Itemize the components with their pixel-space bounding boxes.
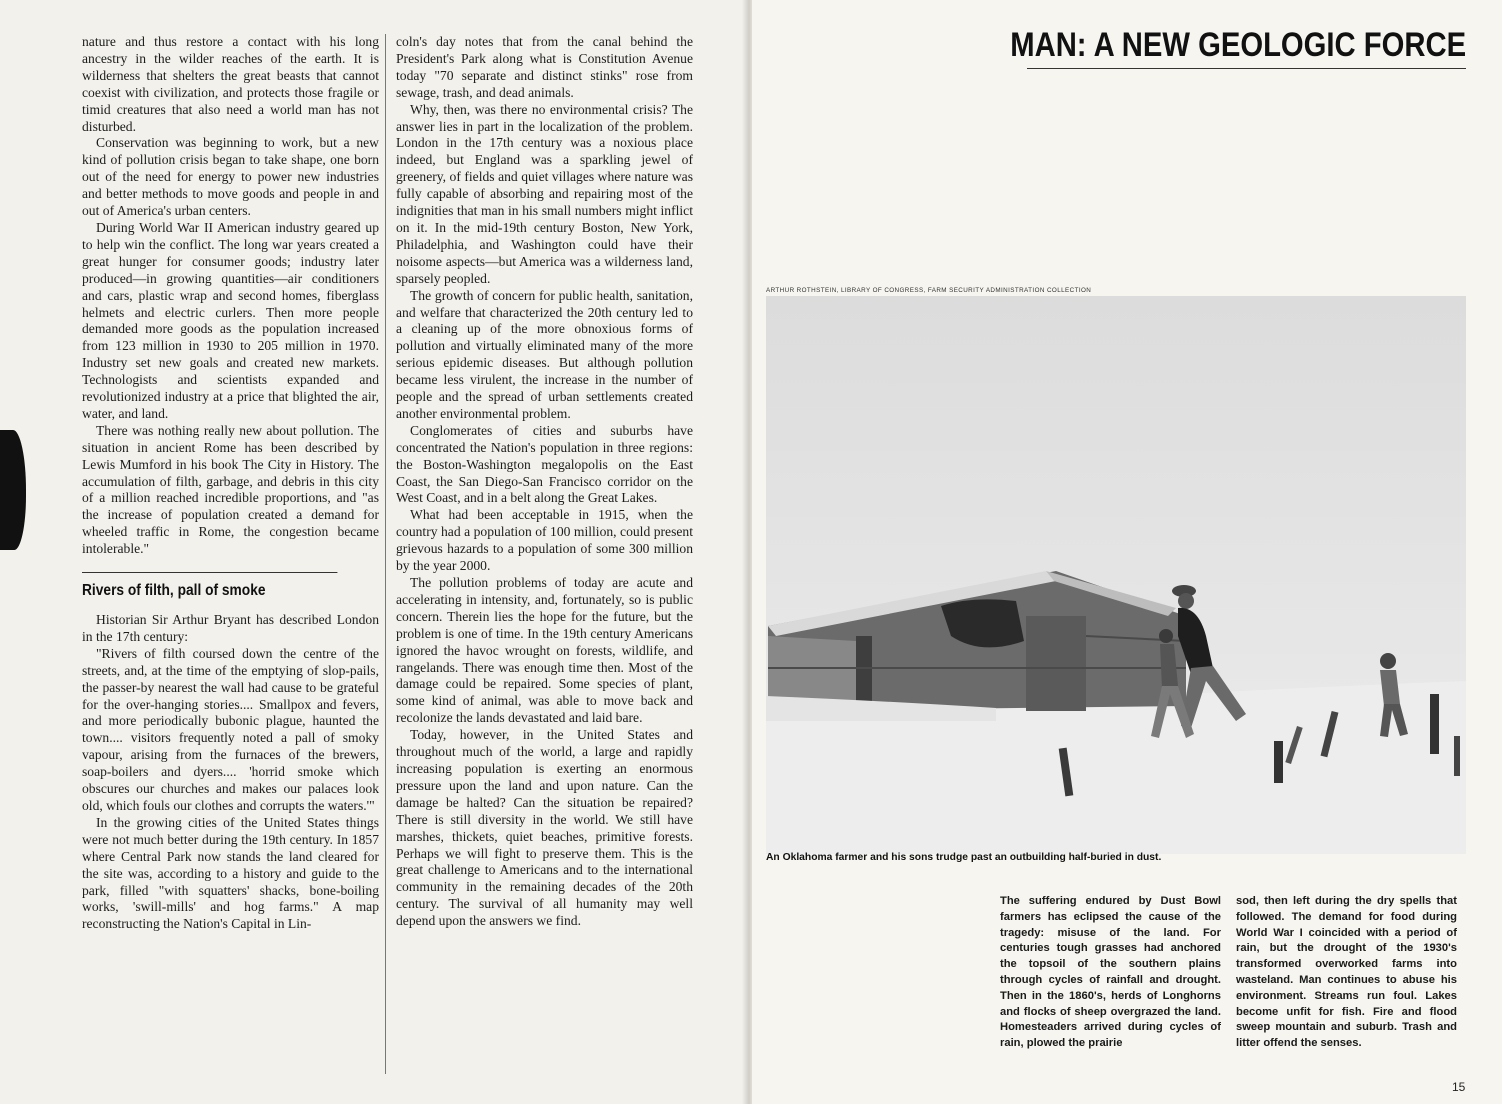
page-edge-shadow (0, 430, 26, 550)
paragraph: Conglomerates of cities and suburbs have concentrated the Nation's population in three regions: the Boston-Washington megalopolis on the East Coast, the San Diego-San Francisco corridor on the West Coast, and in a belt along the Great Lakes. (396, 422, 693, 506)
paragraph: During World War II American industry geared up to help win the conflict. The long war years created a great hunger for consumer goods; industry later produced—in growing quantities—air conditioners and cars, plastic wrap and second homes, fiberglass helmets and electric curlers. Then more people demanded more goods as the population increased from 123 million in 1930 to 205 million in 1970. Industry set new goals and created new markets. Technologists and scientists expanded and revolutionized industry at a price that blighted the air, water, and land. (82, 219, 379, 421)
paragraph: The pollution problems of today are acute and accelerating in intensity, and, fortunately, so is public concern. Therein lies the hope for the future, but the problem is one of time. In the 19th century Americans ignored the havoc wrought on forests, wildlife, and rangelands. There was enough time then. Most of the damage could be repaired. Some species of plant, some kind of animal, was able to move back and recolonize the lands devastated and laid bare. (396, 575, 693, 726)
paragraph: "Rivers of filth coursed down the centre of the streets, and, at the time of the emptying of slop-pails, the passer-by nearest the wall had cause to be grateful for the over-hanging stories.... Smallpox and fevers, and more periodically bubonic plague, haunted the town.... visitors frequently noted a pall of smoky vapour, arising from the furnaces of the brewers, soap-boilers and dyers.... 'horrid smoke which obscures our churches and makes our palaces look old, which fouls our clothes and corrupts the waters.'" (82, 645, 379, 813)
text-column-middle (396, 34, 693, 930)
paragraph: There was nothing really new about pollution. The situation in ancient Rome has been described by Lewis Mumford in his book The City in History. The accumulation of filth, garbage, and debris in this city of a million reached incredible proportions, and "as the increase of population created a demand for wheeled traffic in Rome, the congestion became intolerable." (82, 422, 379, 557)
body-column-1 (1000, 894, 1221, 1052)
photo-credit: ARTHUR ROTHSTEIN, LIBRARY OF CONGRESS, FARM SECURITY ADMINISTRATION COLLECTION (766, 287, 1092, 294)
headline: MAN: A NEW GEOLOGIC FORCE (1010, 26, 1466, 64)
paragraph: The suffering endured by Dust Bowl farmers has eclipsed the cause of the tragedy: misuse of the land. For centuries tough grasses had anchored the topsoil of the southern plains through cycles of rainfall and drought. Then in the 1860's, herds of Longhorns and flocks of sheep overgrazed the land. Homesteaders arrived during cycles of rain, plowed the prairie (1000, 895, 1221, 1050)
dust-bowl-photo (766, 296, 1466, 854)
paragraph: nature and thus restore a contact with his long ancestry in the wilder reaches of the earth. It is wilderness that shelters the great beasts that cannot coexist with civilization, and protects those fragile or timid creatures that also need a world man has not disturbed. (82, 34, 379, 134)
paragraph: coln's day notes that from the canal behind the President's Park along what is Constitution Avenue today "70 separate and distinct stinks" rose from sewage, trash, and dead animals. (396, 34, 693, 100)
column-divider (385, 34, 386, 1074)
paragraph: Conservation was beginning to work, but a new kind of pollution crisis began to take shape, one born out of the need for energy to power new industries and better methods to move goods and people in and out of America's urban centers. (82, 135, 379, 219)
headline-rule (1027, 68, 1466, 69)
page-number: 15 (1452, 1080, 1466, 1094)
paragraph: sod, then left during the dry spells that followed. The demand for food during World War I coincided with a period of rain, but the drought of the 1930's transformed overworked farms into wasteland. Man continues to abuse his environment. Streams run foul. Lakes become unfit for fish. Fire and flood sweep mountain and suburb. Trash and litter offend the senses. (1236, 895, 1457, 1050)
paragraph: The growth of concern for public health, sanitation, and welfare that characterized the 20th century led to a cleaning up of the more obnoxious forms of pollution and virtually eliminated many of the more serious epidemic diseases. But although pollution became less virulent, the increase in the number of people and the spread of urban settlements created another environmental problem. (396, 287, 693, 421)
paragraph: Why, then, was there no environmental crisis? The answer lies in part in the localization of the problem. London in the 17th century was a noxious place indeed, but England was a sparkling jewel of greenery, of fields and quiet villages where nature was fully capable of absorbing and repairing most of the indignities that man in his small numbers might inflict on it. In the mid-19th century Boston, New York, Philadelphia, and Washington could have their noisome aspects—but America was a wilderness land, sparsely peopled. (396, 101, 693, 286)
paragraph: What had been acceptable in 1915, when the country had a population of 100 million, could present grievous hazards to a population of some 300 million by the year 2000. (396, 507, 693, 574)
paragraph: In the growing cities of the United States things were not much better during the 19th century. In 1857 where Central Park now stands the land cleared for the site was, according to a history and guide to the park, filled "with squatters' shacks, bone-boiling works, 'swill-mills' and hog farms." A map reconstructing the Nation's Capital in Lin- (82, 814, 379, 932)
body-column-2 (1236, 894, 1457, 1052)
section-heading: Rivers of filth, pall of smoke (82, 572, 337, 600)
paragraph: Today, however, in the United States and throughout much of the world, a large and rapidly increasing population is exerting an enormous pressure upon the land and upon nature. Can the damage be halted? Can the situation be repaired? There is still diversity in the world. We still have marshes, thickets, quiet beaches, primitive forests. Perhaps we will fight to preserve them. This is the great challenge to Americans and to the international community in the remaining decades of the 20th century. The survival of all humanity may well depend upon the answers we find. (396, 727, 693, 929)
text-column-left (82, 34, 379, 933)
photo-caption: An Oklahoma farmer and his sons trudge past an outbuilding half-buried in dust. (766, 852, 1162, 863)
paragraph: Historian Sir Arthur Bryant has described London in the 17th century: (82, 612, 379, 644)
right-page (752, 0, 1502, 1104)
